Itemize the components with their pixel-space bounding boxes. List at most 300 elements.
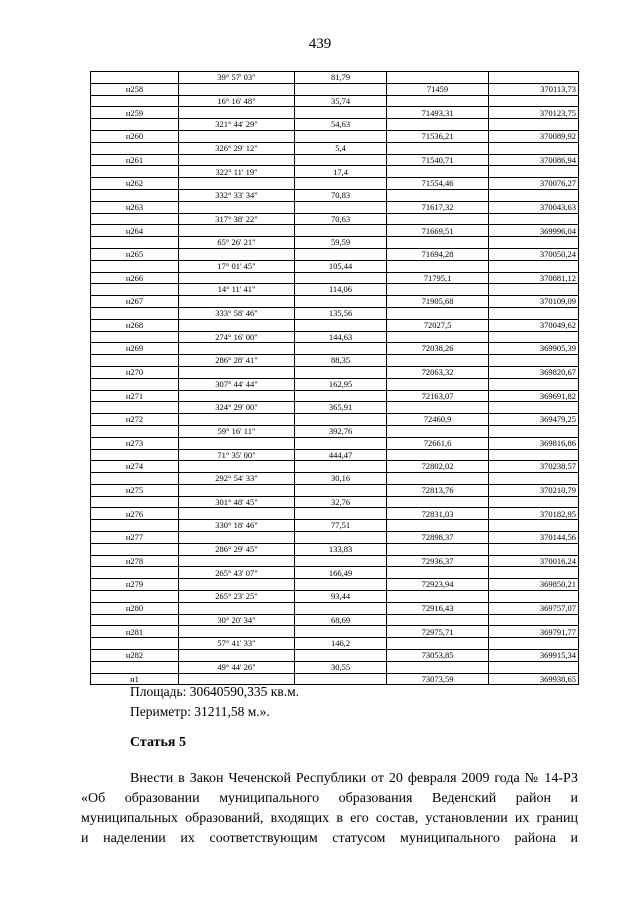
x-coordinate-cell: [387, 142, 489, 154]
point-row: [91, 532, 579, 544]
y-coordinate-cell: [489, 95, 579, 107]
angle-cell: 39° 57' 03": [179, 72, 295, 84]
y-coordinate-cell: [489, 638, 579, 650]
length-cell: [295, 390, 387, 402]
point-id-cell: н277: [91, 532, 179, 544]
x-coordinate-cell: [387, 449, 489, 461]
segment-row: [91, 142, 579, 154]
x-coordinate-cell: 71459: [387, 83, 489, 95]
y-coordinate-cell: 369915,34: [489, 650, 579, 662]
page-number: 439: [308, 36, 332, 52]
length-cell: 133,83: [295, 543, 387, 555]
point-row: [91, 178, 579, 190]
point-id-cell: [91, 307, 179, 319]
x-coordinate-cell: 72916,43: [387, 602, 489, 614]
x-coordinate-cell: 72936,37: [387, 555, 489, 567]
segment-row: [91, 543, 579, 555]
y-coordinate-cell: 370109,09: [489, 296, 579, 308]
point-id-cell: н259: [91, 107, 179, 119]
x-coordinate-cell: [387, 355, 489, 367]
y-coordinate-cell: [489, 189, 579, 201]
segment-row: [91, 496, 579, 508]
x-coordinate-cell: 72661,6: [387, 437, 489, 449]
y-coordinate-cell: [489, 520, 579, 532]
length-cell: 365,91: [295, 402, 387, 414]
y-coordinate-cell: 369938,65: [489, 673, 579, 685]
point-id-cell: [91, 166, 179, 178]
angle-cell: 59° 16' 11": [179, 425, 295, 437]
angle-cell: [179, 437, 295, 449]
point-id-cell: [91, 260, 179, 272]
point-row: [91, 579, 579, 591]
angle-cell: [179, 602, 295, 614]
point-row: [91, 343, 579, 355]
length-cell: [295, 602, 387, 614]
point-row: [91, 201, 579, 213]
length-cell: 93,44: [295, 591, 387, 603]
length-cell: 70,83: [295, 189, 387, 201]
x-coordinate-cell: [387, 661, 489, 673]
point-id-cell: н282: [91, 650, 179, 662]
length-cell: 88,35: [295, 355, 387, 367]
y-coordinate-cell: 370089,92: [489, 130, 579, 142]
x-coordinate-cell: [387, 591, 489, 603]
length-cell: [295, 178, 387, 190]
point-id-cell: [91, 473, 179, 485]
length-cell: [295, 83, 387, 95]
length-cell: [295, 461, 387, 473]
length-cell: [295, 484, 387, 496]
length-cell: 114,06: [295, 284, 387, 296]
angle-cell: 30° 20' 34": [179, 614, 295, 626]
angle-cell: 292° 54' 33": [179, 473, 295, 485]
x-coordinate-cell: [387, 378, 489, 390]
point-id-cell: н279: [91, 579, 179, 591]
point-id-cell: [91, 142, 179, 154]
segment-row: [91, 307, 579, 319]
angle-cell: [179, 107, 295, 119]
body-line: «Об образовании муниципального образования Веденский район и: [81, 791, 578, 806]
angle-cell: 332° 33' 34": [179, 189, 295, 201]
boundary-coordinates-table: [90, 71, 579, 685]
point-id-cell: [91, 355, 179, 367]
segment-row: [91, 260, 579, 272]
angle-cell: 65° 26' 21": [179, 237, 295, 249]
y-coordinate-cell: [489, 402, 579, 414]
y-coordinate-cell: 370238,57: [489, 461, 579, 473]
point-id-cell: [91, 520, 179, 532]
angle-cell: 49° 44' 26": [179, 661, 295, 673]
segment-row: [91, 473, 579, 485]
y-coordinate-cell: 370016,24: [489, 555, 579, 567]
x-coordinate-cell: 71617,32: [387, 201, 489, 213]
angle-cell: 265° 23' 25": [179, 591, 295, 603]
x-coordinate-cell: [387, 307, 489, 319]
point-id-cell: н272: [91, 414, 179, 426]
y-coordinate-cell: 369691,82: [489, 390, 579, 402]
length-cell: 81,79: [295, 72, 387, 84]
y-coordinate-cell: [489, 284, 579, 296]
y-coordinate-cell: [489, 237, 579, 249]
point-id-cell: [91, 378, 179, 390]
x-coordinate-cell: [387, 638, 489, 650]
point-id-cell: [91, 72, 179, 84]
angle-cell: 265° 43' 07": [179, 567, 295, 579]
x-coordinate-cell: 71694,28: [387, 248, 489, 260]
y-coordinate-cell: [489, 166, 579, 178]
y-coordinate-cell: [489, 72, 579, 84]
y-coordinate-cell: 370113,73: [489, 83, 579, 95]
y-coordinate-cell: [489, 331, 579, 343]
y-coordinate-cell: [489, 496, 579, 508]
angle-cell: 317° 38' 22": [179, 213, 295, 225]
x-coordinate-cell: [387, 72, 489, 84]
x-coordinate-cell: 73073,59: [387, 673, 489, 685]
article-heading: Статья 5: [130, 735, 186, 750]
x-coordinate-cell: [387, 473, 489, 485]
point-id-cell: [91, 661, 179, 673]
segment-row: [91, 166, 579, 178]
segment-row: [91, 449, 579, 461]
x-coordinate-cell: 73053,85: [387, 650, 489, 662]
angle-cell: 286° 28' 41": [179, 355, 295, 367]
segment-row: [91, 95, 579, 107]
x-coordinate-cell: [387, 425, 489, 437]
area-line: Площадь: 30640590,335 кв.м.: [130, 684, 300, 699]
point-id-cell: н270: [91, 366, 179, 378]
y-coordinate-cell: [489, 473, 579, 485]
y-coordinate-cell: 369820,67: [489, 366, 579, 378]
point-id-cell: н263: [91, 201, 179, 213]
y-coordinate-cell: 369850,21: [489, 579, 579, 591]
y-coordinate-cell: 370210,79: [489, 484, 579, 496]
length-cell: [295, 414, 387, 426]
angle-cell: 333° 58' 46": [179, 307, 295, 319]
point-id-cell: н278: [91, 555, 179, 567]
point-id-cell: н274: [91, 461, 179, 473]
angle-cell: 330° 18' 46": [179, 520, 295, 532]
y-coordinate-cell: 370076,27: [489, 178, 579, 190]
point-row: [91, 225, 579, 237]
x-coordinate-cell: 72831,03: [387, 508, 489, 520]
segment-row: [91, 661, 579, 673]
point-id-cell: н261: [91, 154, 179, 166]
body-line: муниципальных образований, входящих в его состав, установлении их границ: [81, 811, 578, 826]
length-cell: [295, 579, 387, 591]
y-coordinate-cell: [489, 661, 579, 673]
point-id-cell: [91, 638, 179, 650]
x-coordinate-cell: 71795,1: [387, 272, 489, 284]
angle-cell: [179, 532, 295, 544]
angle-cell: [179, 414, 295, 426]
segment-row: [91, 402, 579, 414]
point-row: [91, 484, 579, 496]
point-row: [91, 130, 579, 142]
y-coordinate-cell: 369479,25: [489, 414, 579, 426]
length-cell: 135,56: [295, 307, 387, 319]
x-coordinate-cell: 71669,51: [387, 225, 489, 237]
angle-cell: 321° 44' 29": [179, 119, 295, 131]
angle-cell: 301° 48' 45": [179, 496, 295, 508]
y-coordinate-cell: 370049,62: [489, 319, 579, 331]
angle-cell: [179, 508, 295, 520]
point-id-cell: н265: [91, 248, 179, 260]
y-coordinate-cell: [489, 260, 579, 272]
segment-row: [91, 425, 579, 437]
point-row: [91, 626, 579, 638]
length-cell: [295, 225, 387, 237]
x-coordinate-cell: [387, 95, 489, 107]
angle-cell: [179, 296, 295, 308]
angle-cell: [179, 650, 295, 662]
y-coordinate-cell: 370182,95: [489, 508, 579, 520]
angle-cell: 16° 16' 48": [179, 95, 295, 107]
segment-row: [91, 567, 579, 579]
point-id-cell: [91, 213, 179, 225]
angle-cell: 307° 44' 44": [179, 378, 295, 390]
x-coordinate-cell: 72802,02: [387, 461, 489, 473]
length-cell: 32,76: [295, 496, 387, 508]
angle-cell: [179, 461, 295, 473]
x-coordinate-cell: 71493,31: [387, 107, 489, 119]
angle-cell: [179, 130, 295, 142]
y-coordinate-cell: 370123,75: [489, 107, 579, 119]
point-row: [91, 555, 579, 567]
point-row: [91, 461, 579, 473]
x-coordinate-cell: [387, 331, 489, 343]
point-row: [91, 390, 579, 402]
length-cell: [295, 626, 387, 638]
y-coordinate-cell: 369757,07: [489, 602, 579, 614]
y-coordinate-cell: [489, 213, 579, 225]
point-id-cell: [91, 567, 179, 579]
angle-cell: 326° 29' 12": [179, 142, 295, 154]
y-coordinate-cell: [489, 142, 579, 154]
x-coordinate-cell: 72038,26: [387, 343, 489, 355]
point-id-cell: [91, 449, 179, 461]
segment-row: [91, 591, 579, 603]
length-cell: [295, 508, 387, 520]
length-cell: 35,74: [295, 95, 387, 107]
point-id-cell: [91, 331, 179, 343]
y-coordinate-cell: [489, 614, 579, 626]
angle-cell: [179, 555, 295, 567]
length-cell: 146,2: [295, 638, 387, 650]
x-coordinate-cell: [387, 567, 489, 579]
point-row: [91, 366, 579, 378]
point-id-cell: [91, 95, 179, 107]
x-coordinate-cell: 71536,21: [387, 130, 489, 142]
point-id-cell: н269: [91, 343, 179, 355]
y-coordinate-cell: 370144,56: [489, 532, 579, 544]
point-id-cell: н281: [91, 626, 179, 638]
length-cell: 68,69: [295, 614, 387, 626]
length-cell: 70,63: [295, 213, 387, 225]
x-coordinate-cell: [387, 166, 489, 178]
x-coordinate-cell: 72923,94: [387, 579, 489, 591]
length-cell: [295, 366, 387, 378]
angle-cell: [179, 154, 295, 166]
x-coordinate-cell: [387, 543, 489, 555]
point-id-cell: н260: [91, 130, 179, 142]
length-cell: 30,55: [295, 661, 387, 673]
point-id-cell: н276: [91, 508, 179, 520]
y-coordinate-cell: 369996,04: [489, 225, 579, 237]
x-coordinate-cell: [387, 284, 489, 296]
length-cell: 105,44: [295, 260, 387, 272]
angle-cell: 322° 11' 19": [179, 166, 295, 178]
x-coordinate-cell: 72460,9: [387, 414, 489, 426]
y-coordinate-cell: [489, 119, 579, 131]
x-coordinate-cell: 71905,68: [387, 296, 489, 308]
point-id-cell: н266: [91, 272, 179, 284]
length-cell: [295, 343, 387, 355]
point-id-cell: н267: [91, 296, 179, 308]
length-cell: [295, 130, 387, 142]
x-coordinate-cell: [387, 402, 489, 414]
x-coordinate-cell: [387, 260, 489, 272]
angle-cell: [179, 319, 295, 331]
angle-cell: [179, 248, 295, 260]
y-coordinate-cell: 370081,12: [489, 272, 579, 284]
length-cell: 162,95: [295, 378, 387, 390]
y-coordinate-cell: [489, 425, 579, 437]
y-coordinate-cell: 369791,77: [489, 626, 579, 638]
point-id-cell: [91, 402, 179, 414]
point-id-cell: [91, 614, 179, 626]
point-id-cell: [91, 119, 179, 131]
body-line: Внести в Закон Чеченской Республики от 20 февраля 2009 года № 14-РЗ: [130, 771, 578, 786]
length-cell: [295, 107, 387, 119]
angle-cell: [179, 201, 295, 213]
angle-cell: [179, 272, 295, 284]
y-coordinate-cell: 369905,39: [489, 343, 579, 355]
length-cell: 59,59: [295, 237, 387, 249]
point-id-cell: [91, 591, 179, 603]
x-coordinate-cell: 72813,76: [387, 484, 489, 496]
segment-row: [91, 119, 579, 131]
point-row: [91, 154, 579, 166]
x-coordinate-cell: 72163,07: [387, 390, 489, 402]
point-id-cell: н1: [91, 673, 179, 685]
angle-cell: [179, 390, 295, 402]
point-row: [91, 437, 579, 449]
angle-cell: [179, 366, 295, 378]
length-cell: 444,47: [295, 449, 387, 461]
length-cell: [295, 272, 387, 284]
x-coordinate-cell: [387, 496, 489, 508]
y-coordinate-cell: 369816,86: [489, 437, 579, 449]
segment-row: [91, 520, 579, 532]
point-row: [91, 107, 579, 119]
length-cell: [295, 437, 387, 449]
y-coordinate-cell: 370043,63: [489, 201, 579, 213]
length-cell: [295, 154, 387, 166]
angle-cell: 286° 29' 45": [179, 543, 295, 555]
x-coordinate-cell: 72027,5: [387, 319, 489, 331]
angle-cell: 274° 16' 00": [179, 331, 295, 343]
point-id-cell: [91, 237, 179, 249]
point-id-cell: н258: [91, 83, 179, 95]
x-coordinate-cell: 72898,37: [387, 532, 489, 544]
perimeter-line: Периметр: 31211,58 м.».: [130, 704, 270, 719]
length-cell: 30,16: [295, 473, 387, 485]
length-cell: [295, 248, 387, 260]
y-coordinate-cell: 370050,24: [489, 248, 579, 260]
y-coordinate-cell: [489, 355, 579, 367]
length-cell: 54,63: [295, 119, 387, 131]
y-coordinate-cell: [489, 591, 579, 603]
x-coordinate-cell: 72975,71: [387, 626, 489, 638]
point-row: [91, 248, 579, 260]
segment-row: [91, 378, 579, 390]
length-cell: [295, 555, 387, 567]
angle-cell: [179, 579, 295, 591]
angle-cell: 14° 11' 41": [179, 284, 295, 296]
segment-row: [91, 72, 579, 84]
length-cell: 392,76: [295, 425, 387, 437]
point-id-cell: н271: [91, 390, 179, 402]
point-id-cell: [91, 496, 179, 508]
y-coordinate-cell: [489, 567, 579, 579]
x-coordinate-cell: 71540,71: [387, 154, 489, 166]
x-coordinate-cell: [387, 237, 489, 249]
segment-row: [91, 213, 579, 225]
length-cell: [295, 319, 387, 331]
length-cell: [295, 673, 387, 685]
x-coordinate-cell: [387, 189, 489, 201]
segment-row: [91, 331, 579, 343]
length-cell: 5,4: [295, 142, 387, 154]
length-cell: [295, 532, 387, 544]
angle-cell: 324° 29' 00": [179, 402, 295, 414]
segment-row: [91, 189, 579, 201]
point-row: [91, 602, 579, 614]
point-id-cell: [91, 284, 179, 296]
length-cell: 166,49: [295, 567, 387, 579]
y-coordinate-cell: [489, 378, 579, 390]
point-id-cell: н262: [91, 178, 179, 190]
segment-row: [91, 614, 579, 626]
y-coordinate-cell: [489, 543, 579, 555]
length-cell: 77,51: [295, 520, 387, 532]
point-row: [91, 650, 579, 662]
segment-row: [91, 284, 579, 296]
length-cell: [295, 201, 387, 213]
segment-row: [91, 638, 579, 650]
point-id-cell: н264: [91, 225, 179, 237]
point-row: [91, 272, 579, 284]
segment-row: [91, 237, 579, 249]
point-row: [91, 508, 579, 520]
point-row: [91, 296, 579, 308]
point-id-cell: н275: [91, 484, 179, 496]
x-coordinate-cell: [387, 520, 489, 532]
angle-cell: 71° 35' 00": [179, 449, 295, 461]
x-coordinate-cell: 71554,46: [387, 178, 489, 190]
x-coordinate-cell: 72063,32: [387, 366, 489, 378]
point-id-cell: н280: [91, 602, 179, 614]
length-cell: [295, 650, 387, 662]
article-body: [81, 769, 578, 849]
angle-cell: 17° 01' 45": [179, 260, 295, 272]
y-coordinate-cell: [489, 307, 579, 319]
x-coordinate-cell: [387, 614, 489, 626]
angle-cell: [179, 343, 295, 355]
angle-cell: [179, 626, 295, 638]
angle-cell: [179, 178, 295, 190]
x-coordinate-cell: [387, 213, 489, 225]
